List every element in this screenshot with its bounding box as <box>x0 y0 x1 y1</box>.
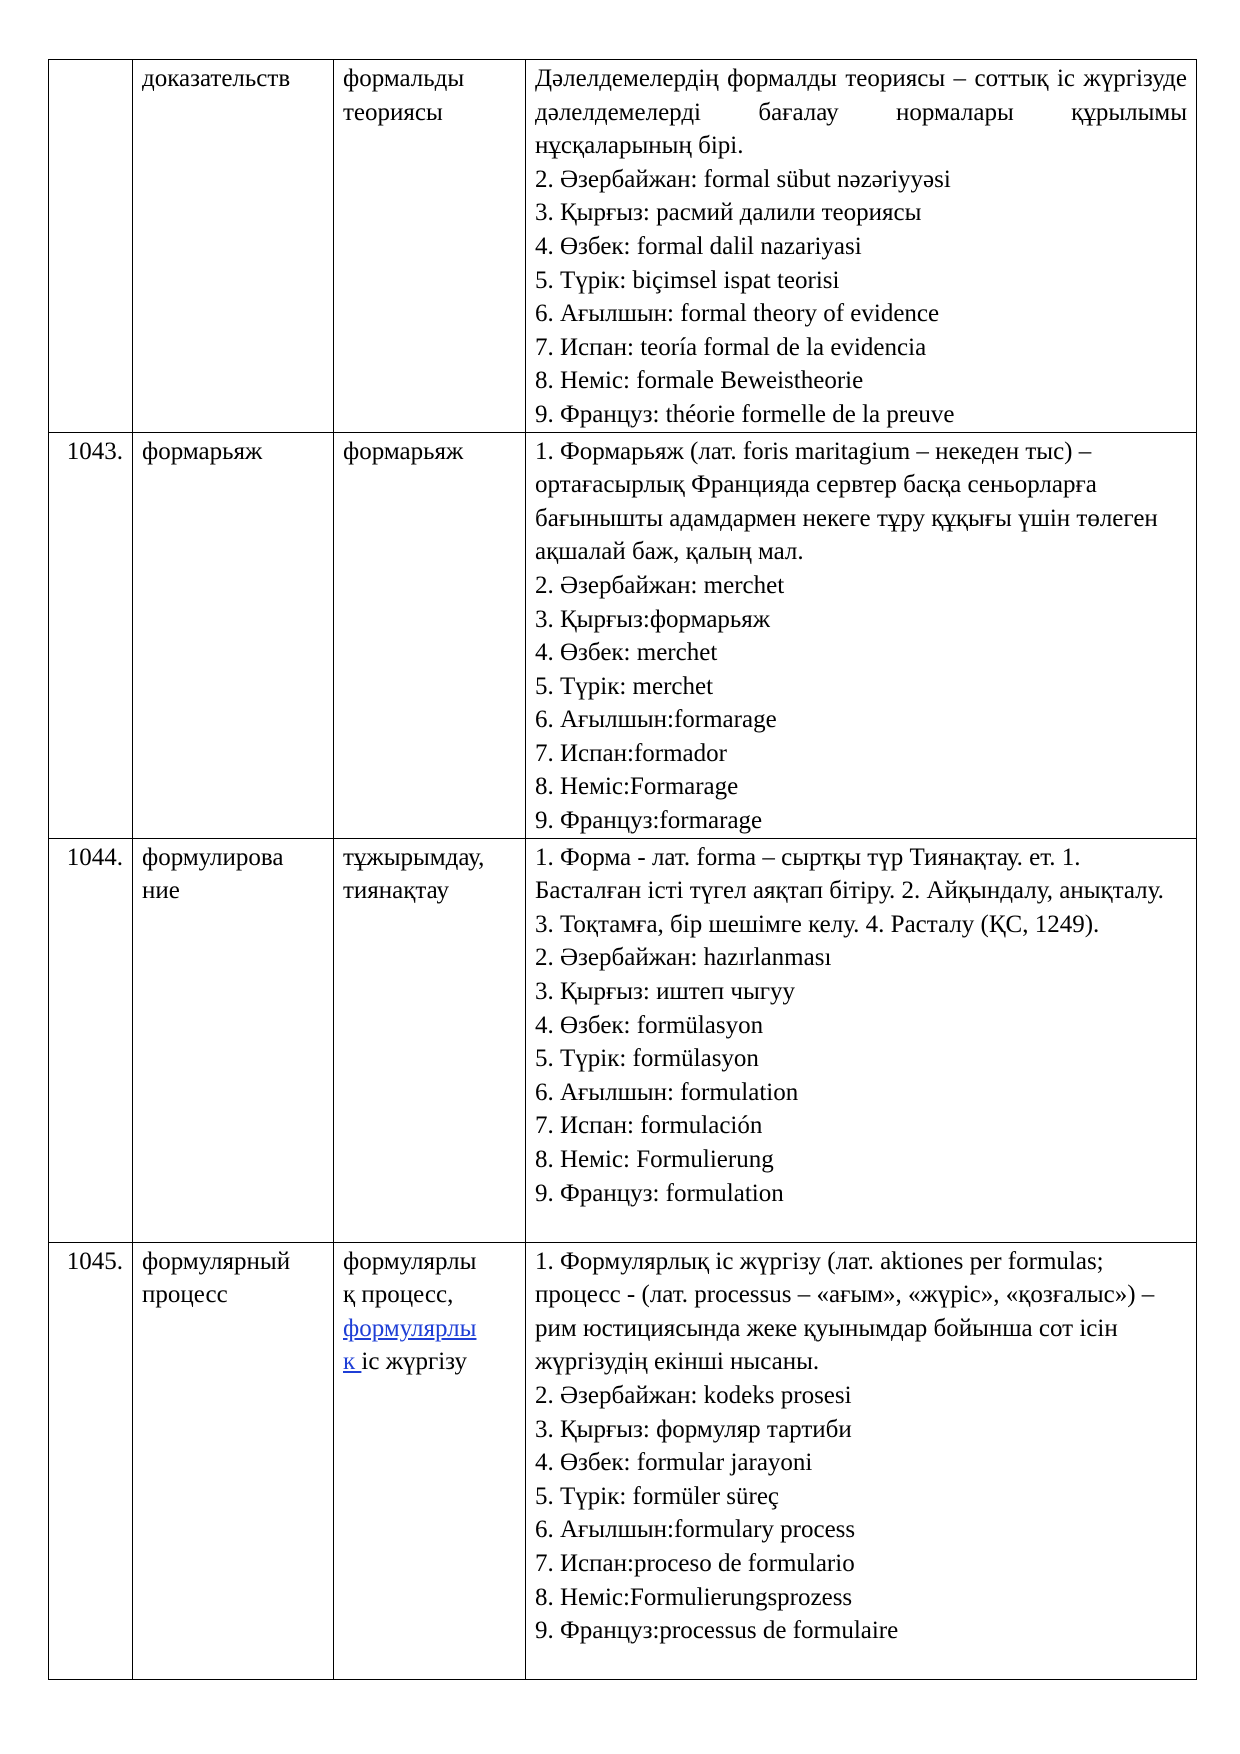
kazakh-term: формальды теориясы <box>334 60 526 433</box>
translation-item: 7. Испан: formulación <box>535 1112 763 1140</box>
translation-item: 7. Испан: teoría formal de la evidencia <box>535 333 927 361</box>
russian-term: доказательств <box>133 60 334 433</box>
dictionary-table <box>48 59 1197 1680</box>
kazakh-term: формулярлы қ процесс, формулярлы к іс жүргізу <box>334 1242 526 1679</box>
kazakh-term: тұжырымдау, тиянақтау <box>334 838 526 1242</box>
table-row <box>49 60 1197 433</box>
translation-item: 7. Испан:formador <box>535 739 727 767</box>
entry-number <box>49 60 133 433</box>
translation-item: 8. Неміс: formale Beweistheorie <box>535 367 864 395</box>
kazakh-term-link[interactable]: формулярлы <box>343 1314 477 1342</box>
definition-text: 1. Формулярлық іс жүргізу (лат. aktiones per formulas; процесс - (лат. processus – «ағым», «жүріс», «қозғалыс») – рим юстициясында жеке қуынымдар бойынша сот ісін жүргізудің екінші нысаны. <box>535 1247 1155 1376</box>
translation-item: 6. Ағылшын: formal theory of evidence <box>535 300 940 328</box>
translation-item: 2. Әзербайжан: merchet <box>535 571 785 599</box>
definition-cell <box>526 838 1197 1242</box>
russian-term: формулярный процесс <box>133 1242 334 1679</box>
definition-text: 1. Форма - лат. forma – сыртқы түр Тиянақтау. ет. 1. Басталған істі түгел аяқтап бітіру. 2. Айқындалу, анықталу. 3. Тоқтамға, бір шешімге келу. 4. Расталу (ҚС, 1249). <box>535 843 1164 938</box>
translation-item: 8. Неміс:Formulierungsprozess <box>535 1583 853 1611</box>
translation-item: 3. Қырғыз:формарьяж <box>535 605 771 633</box>
entry-number: 1045. <box>49 1242 133 1679</box>
translation-item: 8. Неміс:Formarage <box>535 773 739 801</box>
kazakh-term-link[interactable]: к <box>343 1348 362 1376</box>
definition-cell <box>526 1242 1197 1679</box>
translation-item: 3. Қырғыз: расмий далили теориясы <box>535 199 922 227</box>
translation-item: 5. Түрік: formülasyon <box>535 1045 759 1073</box>
translation-item: 2. Әзербайжан: hazırlanması <box>535 944 832 972</box>
translation-item: 3. Қырғыз: иштеп чыгуу <box>535 978 795 1006</box>
definition-text: 1. Формарьяж (лат. foris maritagium – некеден тыс) – ортағасырлық Францияда сервтер басқа сеньорларға бағынышты адамдармен некеге тұру құқығы үшін төлеген ақшалай баж, қалың мал. <box>535 437 1158 566</box>
translation-item: 9. Француз: formulation <box>535 1179 784 1207</box>
definition-cell <box>526 432 1197 838</box>
translation-item: 5. Түрік: biçimsel ispat teorisi <box>535 266 840 294</box>
entry-number: 1043. <box>49 432 133 838</box>
translation-item: 2. Әзербайжан: kodeks prosesi <box>535 1382 852 1410</box>
translation-item: 4. Өзбек: formal dalil nazariyasi <box>535 232 862 260</box>
translation-item: 6. Ағылшын:formarage <box>535 706 777 734</box>
translation-item: 4. Өзбек: merchet <box>535 639 718 667</box>
translation-item: 6. Ағылшын: formulation <box>535 1078 799 1106</box>
translation-item: 3. Қырғыз: формуляр тартиби <box>535 1415 852 1443</box>
translation-item: 7. Испан:proceso de formulario <box>535 1550 855 1577</box>
translation-item: 9. Француз: théorie formelle de la preuve <box>535 400 955 428</box>
russian-term: формулирова ние <box>133 838 334 1242</box>
table-row <box>49 432 1197 838</box>
translation-item: 6. Ағылшын:formulary process <box>535 1516 856 1544</box>
translation-item: 2. Әзербайжан: formal sübut nəzəriyyəsi <box>535 165 951 193</box>
entry-number: 1044. <box>49 838 133 1242</box>
translation-item: 5. Түрік: formüler süreç <box>535 1482 780 1510</box>
definition-text: Дәлелдемелердің формалды теориясы – соттық іс жүргізуде дәлелдемелерді бағалау нормалары құрылымы нұсқаларының бірі. <box>535 65 1187 160</box>
translation-item: 9. Француз:processus de formulaire <box>535 1617 899 1645</box>
translation-item: 8. Неміс: Formulierung <box>535 1146 774 1173</box>
table-row <box>49 838 1197 1242</box>
translation-item: 4. Өзбек: formülasyon <box>535 1011 764 1039</box>
translation-item: 5. Түрік: merchet <box>535 672 714 700</box>
definition-cell <box>526 60 1197 433</box>
russian-term: формарьяж <box>133 432 334 838</box>
translation-item: 4. Өзбек: formular jarayoni <box>535 1449 813 1477</box>
translation-item: 9. Француз:formarage <box>535 807 763 835</box>
table-row <box>49 1242 1197 1679</box>
kazakh-term: формарьяж <box>334 432 526 838</box>
